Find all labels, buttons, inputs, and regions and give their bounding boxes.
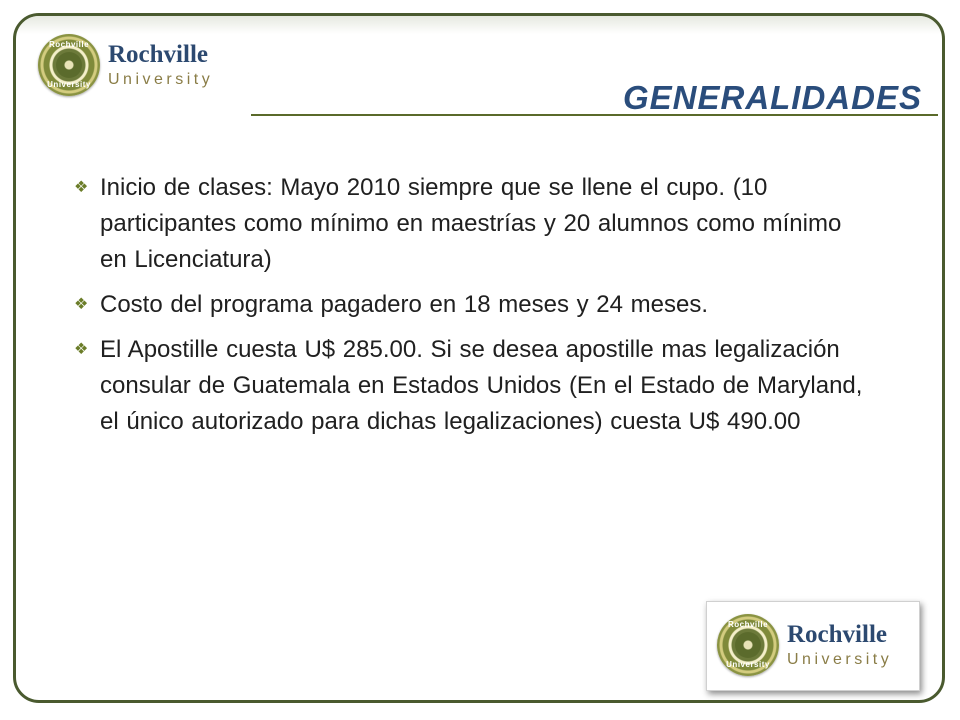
slide-frame — [13, 13, 945, 703]
bullet-item — [74, 332, 864, 440]
seal-top-text: Rochville — [48, 40, 90, 49]
top-shadow — [16, 16, 942, 34]
diamond-bullet-icon: ❖ — [74, 179, 89, 196]
slide-title: GENERALIDADES — [622, 79, 922, 116]
university-logo-bottom — [717, 614, 892, 676]
bullet-text: Costo del programa pagadero en 18 meses y 24 meses. — [100, 291, 709, 318]
bullet-text: El Apostille cuesta U$ 285.00. Si se desea apostille mas legalización consular de Guatemala en Estados Unidos (En el Estado de Maryland, el único autorizado para dichas legalizaciones) cuesta U$ 490.00 — [100, 336, 863, 435]
diamond-bullet-icon: ❖ — [74, 296, 89, 313]
university-seal-icon — [717, 614, 779, 676]
logo-name: Rochville — [108, 41, 208, 68]
bullet-item — [74, 287, 864, 323]
seal-top-text: Rochville — [727, 620, 769, 629]
bullet-text: Inicio de clases: Mayo 2010 siempre que se llene el cupo. (10 participantes como mínimo en maestrías y 20 alumnos como mínimo en Licenciatura) — [100, 174, 842, 273]
seal-bottom-text: University — [726, 660, 770, 669]
logo-subtitle: University — [787, 651, 893, 668]
bullet-list — [74, 170, 864, 449]
university-seal-icon — [38, 34, 100, 96]
diamond-bullet-icon: ❖ — [74, 341, 89, 358]
seal-bottom-text: University — [47, 80, 91, 89]
logo-card — [706, 601, 920, 691]
logo-subtitle: University — [108, 71, 214, 88]
logo-name: Rochville — [787, 621, 887, 648]
university-logo — [38, 34, 213, 96]
bullet-item — [74, 170, 864, 278]
